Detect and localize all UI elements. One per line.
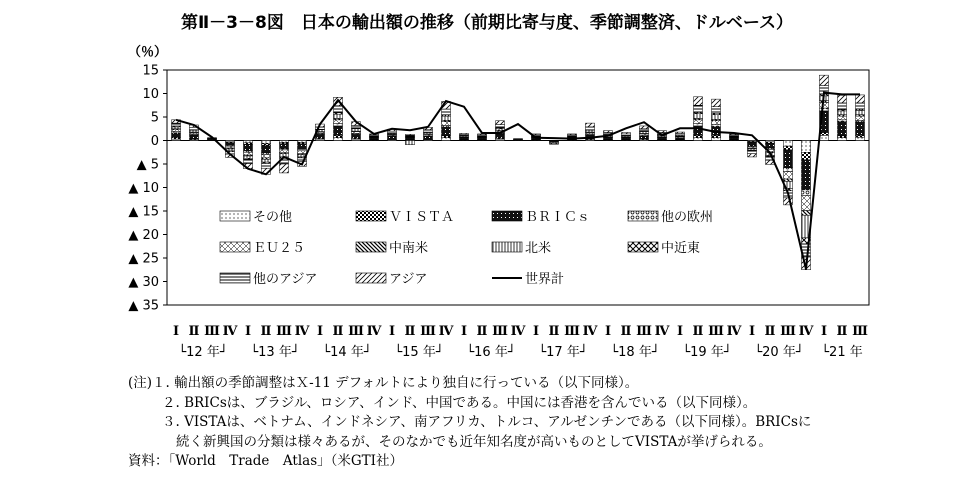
bar-segment: [496, 125, 505, 128]
bar-segment: [856, 122, 865, 135]
y-tick-label: ▲ 30: [128, 275, 159, 290]
bar-segment: [694, 105, 703, 112]
bar-segment: [244, 159, 253, 163]
bar-segment: [334, 126, 343, 135]
bar-segment: [784, 172, 793, 180]
bar-segment: [442, 122, 451, 126]
quarter-label: Ⅳ: [294, 324, 310, 339]
quarter-label: Ⅲ: [204, 324, 220, 339]
bar-segment: [172, 133, 181, 138]
y-tick-label: 5: [150, 110, 159, 126]
bar-segment: [244, 152, 253, 155]
legend-swatch: [628, 242, 658, 252]
bar-segment: [442, 138, 451, 141]
bar-segment: [388, 136, 397, 139]
bar-segment: [334, 106, 343, 113]
quarter-label: Ⅱ: [260, 324, 272, 339]
bar-segment: [640, 132, 649, 134]
bar-segment: [802, 195, 811, 210]
bar-segment: [190, 135, 199, 139]
quarter-label: Ⅱ: [548, 324, 560, 339]
bar-segment: [640, 136, 649, 138]
quarter-label: Ⅰ: [532, 324, 540, 339]
bar-segment: [352, 125, 361, 128]
quarter-label: Ⅲ: [564, 324, 580, 339]
note-3-continued: 続く新興国の分類は様々あるが、そのなかでも近年知名度が高いものとしてVISTAが挙げられる。: [176, 433, 772, 450]
quarter-label: Ⅳ: [798, 324, 814, 339]
bar-segment: [802, 160, 811, 190]
bar-segment: [280, 164, 289, 173]
bar-segment: [838, 95, 847, 103]
quarter-label: Ⅲ: [348, 324, 364, 339]
bar-segment: [856, 110, 865, 114]
year-label: └14 年┘: [322, 345, 372, 360]
bar-segment: [748, 154, 757, 157]
quarter-label: Ⅰ: [820, 324, 828, 339]
y-tick-label: ▲ 20: [128, 228, 159, 243]
quarter-label: Ⅰ: [460, 324, 468, 339]
bar-segment: [820, 102, 829, 108]
legend-swatch: [220, 242, 250, 252]
year-label: └16 年┘: [466, 345, 516, 360]
bar-segment: [352, 132, 361, 134]
bar-segment: [784, 188, 793, 190]
bar-segment: [442, 127, 451, 135]
bar-segment: [424, 136, 433, 139]
bar-segment: [586, 123, 595, 127]
legend-swatch: [356, 211, 386, 221]
bar-segment: [388, 131, 397, 133]
legend-swatch: [220, 273, 250, 283]
bar-segment: [172, 123, 181, 126]
bar-segment: [694, 120, 703, 124]
bar-segment: [226, 143, 235, 145]
quarter-label: Ⅰ: [244, 324, 252, 339]
legend-label: その他: [253, 210, 293, 225]
quarter-label: Ⅲ: [636, 324, 652, 339]
legend-label: ＢＲＩＣｓ: [525, 210, 591, 225]
bar-segment: [694, 138, 703, 141]
bar-segment: [748, 142, 757, 146]
bar-segment: [298, 151, 307, 154]
bar-segment: [856, 95, 865, 103]
bar-segment: [442, 136, 451, 138]
legend-swatch: [492, 242, 522, 252]
bar-segment: [172, 127, 181, 129]
bar-segment: [820, 108, 829, 111]
bar-segment: [802, 211, 811, 216]
bar-segment: [280, 141, 289, 143]
bar-segment: [802, 190, 811, 196]
bar-segment: [856, 120, 865, 122]
bar-segment: [802, 141, 811, 153]
quarter-label: Ⅰ: [604, 324, 612, 339]
quarter-label: Ⅲ: [780, 324, 796, 339]
bar-segment: [838, 103, 847, 110]
bar-segment: [676, 132, 685, 133]
y-tick-label: 15: [142, 63, 159, 79]
bar-segment: [820, 135, 829, 140]
quarter-label: Ⅳ: [726, 324, 742, 339]
quarter-label: Ⅱ: [332, 324, 344, 339]
bar-segment: [226, 146, 235, 148]
legend-swatch: [220, 211, 250, 221]
bar-segment: [712, 99, 721, 107]
bar-segment: [280, 150, 289, 153]
bar-segment: [334, 135, 343, 137]
bar-segment: [568, 134, 577, 135]
y-tick-label: ▲ 5: [136, 157, 159, 173]
year-label: └18 年┘: [610, 345, 660, 360]
quarter-label: Ⅱ: [620, 324, 632, 339]
year-label: └15 年┘: [394, 345, 444, 360]
notes: [128, 374, 811, 472]
quarter-label: Ⅱ: [836, 324, 848, 339]
note-3: ３. VISTAは、ベトナム、インドネシア、南アフリカ、トルコ、アルゼンチンである（以下同様）。BRICsに: [162, 414, 812, 430]
year-label: └13 年┘: [250, 345, 300, 360]
bar-segment: [856, 116, 865, 120]
quarter-label: Ⅰ: [388, 324, 396, 339]
bar-segment: [496, 134, 505, 138]
bar-segment: [658, 138, 667, 140]
bar-segment: [820, 75, 829, 85]
quarter-label: Ⅲ: [420, 324, 436, 339]
bar-segment: [514, 139, 523, 140]
quarter-label: Ⅳ: [438, 324, 454, 339]
legend-label: 他のアジア: [253, 272, 318, 287]
quarter-label: Ⅳ: [366, 324, 382, 339]
legend-label: 他の欧州: [661, 210, 714, 225]
bar-segment: [712, 107, 721, 114]
note-1: (注)１. 輸出額の季節調整はＸ-11 デフォルトにより独自に行っている（以下同様）。: [128, 375, 639, 391]
bar-segment: [802, 152, 811, 160]
y-tick-label: ▲ 25: [128, 251, 159, 267]
y-tick-label: 0: [150, 134, 159, 149]
quarter-label: Ⅱ: [476, 324, 488, 339]
quarter-label: Ⅲ: [708, 324, 724, 339]
legend-label: アジア: [389, 272, 428, 287]
bar-segment: [838, 138, 847, 141]
quarter-label: Ⅳ: [510, 324, 526, 339]
bar-segment: [640, 129, 649, 131]
quarter-label: Ⅳ: [654, 324, 670, 339]
year-label: └12 年┘: [178, 345, 228, 360]
quarter-label: Ⅲ: [852, 324, 868, 339]
bar-segment: [244, 141, 253, 143]
bar-segment: [262, 141, 271, 144]
bar-segment: [640, 126, 649, 129]
bar-segment: [712, 135, 721, 137]
legend-label: 中近東: [661, 241, 701, 256]
bar-segment: [856, 137, 865, 140]
bar-segment: [586, 127, 595, 130]
note-2: ２. BRICsは、ブラジル、ロシア、インド、中国である。中国には香港を含んでいる（以下同様）。: [162, 394, 757, 411]
bar-segment: [838, 120, 847, 122]
bar-segment: [334, 138, 343, 141]
bar-segment: [838, 122, 847, 136]
bar-segment: [784, 150, 793, 168]
quarter-label: Ⅱ: [764, 324, 776, 339]
bar-segment: [694, 114, 703, 119]
quarter-label: Ⅱ: [692, 324, 704, 339]
bar-segment: [262, 143, 271, 145]
bar-segment: [442, 125, 451, 127]
bar-segment: [694, 124, 703, 126]
bar-segment: [262, 155, 271, 158]
bar-segment: [442, 116, 451, 120]
bar-segment: [334, 120, 343, 124]
bar-segment: [766, 143, 775, 148]
y-axis-label: （％）: [128, 45, 168, 60]
bar-segment: [172, 130, 181, 132]
bar-segment: [784, 168, 793, 172]
legend-swatch: [356, 242, 386, 252]
source-note: 資料：「World Trade Atlas」（米GTI社）: [128, 453, 403, 469]
bar-segment: [334, 124, 343, 126]
year-label: └21 年: [821, 345, 863, 360]
bar-segment: [424, 130, 433, 132]
quarter-label: Ⅳ: [222, 324, 238, 339]
quarter-label: Ⅰ: [172, 324, 180, 339]
y-tick-label: ▲ 15: [128, 204, 159, 220]
legend-label: 世界計: [525, 272, 565, 287]
bar-segment: [406, 141, 415, 145]
bar-segment: [694, 135, 703, 137]
plot-frame: [167, 70, 869, 305]
bar-segment: [856, 135, 865, 137]
bar-segment: [712, 125, 721, 127]
bar-segment: [694, 97, 703, 105]
bar-segment: [298, 144, 307, 150]
bar-segment: [604, 138, 613, 140]
bar-segment: [712, 138, 721, 141]
bar-segment: [748, 151, 757, 154]
y-tick-label: 10: [142, 87, 159, 102]
bar-segment: [784, 146, 793, 150]
quarter-label: Ⅳ: [582, 324, 598, 339]
bar-segment: [352, 129, 361, 131]
y-tick-label: ▲ 35: [128, 298, 159, 314]
quarter-label: Ⅰ: [676, 324, 684, 339]
bar-segment: [262, 159, 271, 162]
bar-segment: [298, 141, 307, 143]
bar-segment: [460, 133, 469, 134]
bar-segment: [856, 103, 865, 109]
bar-segment: [442, 109, 451, 115]
bar-segment: [586, 130, 595, 132]
quarter-label: Ⅰ: [316, 324, 324, 339]
bar-segment: [352, 134, 361, 138]
bar-segment: [406, 134, 415, 135]
legend-swatch: [492, 211, 522, 221]
quarter-label: Ⅱ: [404, 324, 416, 339]
bar-segment: [784, 141, 793, 147]
bar-segment: [262, 153, 271, 155]
bar-segment: [478, 134, 487, 135]
bar-segment: [622, 133, 631, 134]
year-label: └17 年┘: [538, 345, 588, 360]
bar-segment: [496, 121, 505, 125]
year-label: └20 年┘: [754, 345, 804, 360]
legend-swatch: [356, 273, 386, 283]
year-label: └19 年┘: [682, 345, 732, 360]
legend: [220, 210, 713, 287]
legend-label: 北米: [525, 241, 552, 256]
bar-segment: [838, 116, 847, 120]
bar-segment: [262, 164, 271, 169]
bar-segment: [280, 144, 289, 149]
bar-segment: [262, 145, 271, 153]
bar-segment: [604, 131, 613, 133]
quarter-label: Ⅰ: [748, 324, 756, 339]
quarter-label: Ⅱ: [188, 324, 200, 339]
bar-segment: [334, 114, 343, 118]
bar-segment: [838, 111, 847, 115]
bar-segment: [838, 136, 847, 138]
chart-title: 第Ⅱ－3－8図 日本の輸出額の推移（前期比寄与度、季節調整済、ドルベース）: [180, 13, 793, 33]
bar-segment: [784, 179, 793, 181]
bar-segment: [316, 134, 325, 138]
bar-segment: [244, 144, 253, 151]
x-axis: [173, 324, 868, 360]
bar-segment: [190, 130, 199, 132]
legend-label: ＶＩＳＴＡ: [389, 210, 455, 225]
legend-swatch: [628, 211, 658, 221]
quarter-label: Ⅲ: [492, 324, 508, 339]
quarter-label: Ⅲ: [276, 324, 292, 339]
legend-label: ＥＵ２５: [253, 241, 306, 256]
bar-segment: [712, 115, 721, 120]
bar-segment: [712, 121, 721, 125]
legend-label: 中南米: [389, 241, 429, 256]
bar-segment: [244, 156, 253, 158]
bar-segment: [550, 143, 559, 144]
y-tick-label: ▲ 10: [128, 181, 159, 196]
